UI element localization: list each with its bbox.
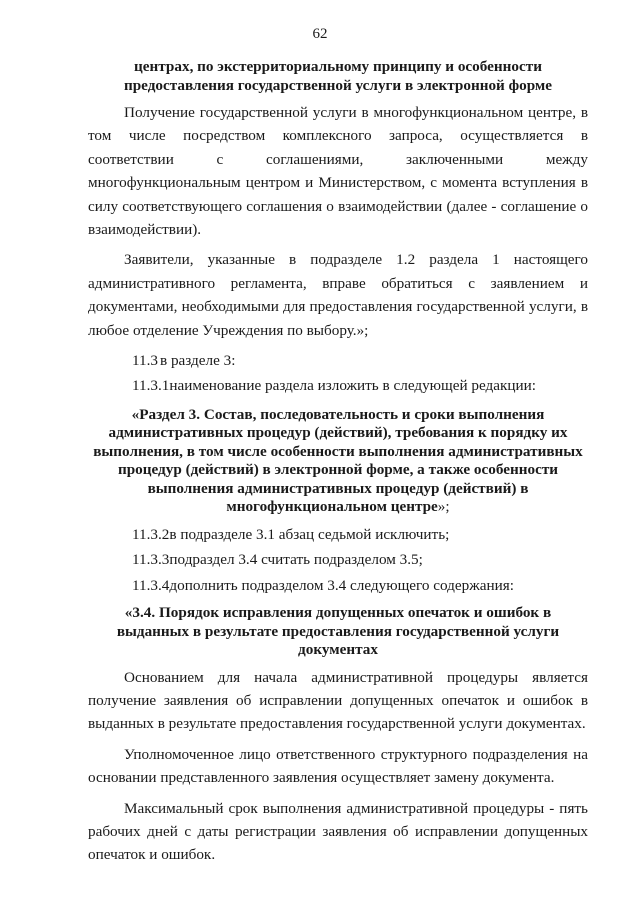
item-number: 11.3.2 <box>132 525 170 543</box>
page-number: 62 <box>312 26 328 42</box>
item-text: дополнить подразделом 3.4 следующего содержания: <box>169 576 514 594</box>
paragraph: Заявители, указанные в подразделе 1.2 раздела 1 настоящего административного регламента, вправе обратиться с заявлением и документами, необходимыми для предоставления государственной услуги, в любое отделение Учреждения по выбору.»; <box>88 251 588 339</box>
list-item <box>88 574 588 597</box>
heading-top: центрах, по экстерриториальному принципу и особенности предоставления государственной услуги в электронной форме <box>123 58 553 94</box>
paragraph: Получение государственной услуги в многофункциональном центре, в том числе посредством комплексного запроса, осуществляется в соответствии с соглашениями, заключенными между многофункциональным центром и Министерством, с момента вступления в силу соответствующего соглашения о взаимодействии (далее - соглашение о взаимодействии). <box>88 104 588 239</box>
item-number: 11.3.1 <box>132 377 170 395</box>
paragraph: Уполномоченное лицо ответственного структурного подразделения на основании представленного заявления осуществляет замену документа. <box>88 745 588 787</box>
heading-section-3-text: «Раздел 3. Состав, последовательность и сроки выполнения административных процедур (действий), требования к порядку их выполнения, в том числе особенности выполнения административных процедур (действий) в электронной форме, а также особенности выполнения административных процедур (действий) в многофункциональном центре <box>93 405 583 516</box>
heading-subsection-3-4: «3.4. Порядок исправления допущенных опечаток и ошибок в выданных в результате предоставления государственной услуги документах <box>116 604 560 659</box>
item-text: в подразделе 3.1 абзац седьмой исключить; <box>169 525 450 543</box>
document-body <box>88 58 588 867</box>
paragraph: Максимальный срок выполнения административной процедуры - пять рабочих дней с даты регистрации заявления об исправлении допущенных опечаток и ошибок. <box>88 799 588 864</box>
item-text: в разделе 3: <box>160 352 236 370</box>
list-item <box>88 523 588 546</box>
list-item <box>88 374 588 397</box>
heading-section-3-tail: »; <box>437 498 450 516</box>
list-item <box>88 349 588 372</box>
item-number: 11.3.3 <box>132 551 170 569</box>
item-number: 11.3.4 <box>132 576 170 594</box>
list-item <box>88 548 588 571</box>
paragraph: Основанием для начала административной процедуры является получение заявления об исправлении допущенных опечаток и ошибок в выданных в результате предоставления государственной услуги документах. <box>88 668 588 733</box>
item-number: 11.3 <box>132 352 159 370</box>
heading-section-3 <box>88 406 588 517</box>
item-text: наименование раздела изложить в следующей редакции: <box>169 377 536 395</box>
item-text: подраздел 3.4 считать подразделом 3.5; <box>169 551 423 569</box>
